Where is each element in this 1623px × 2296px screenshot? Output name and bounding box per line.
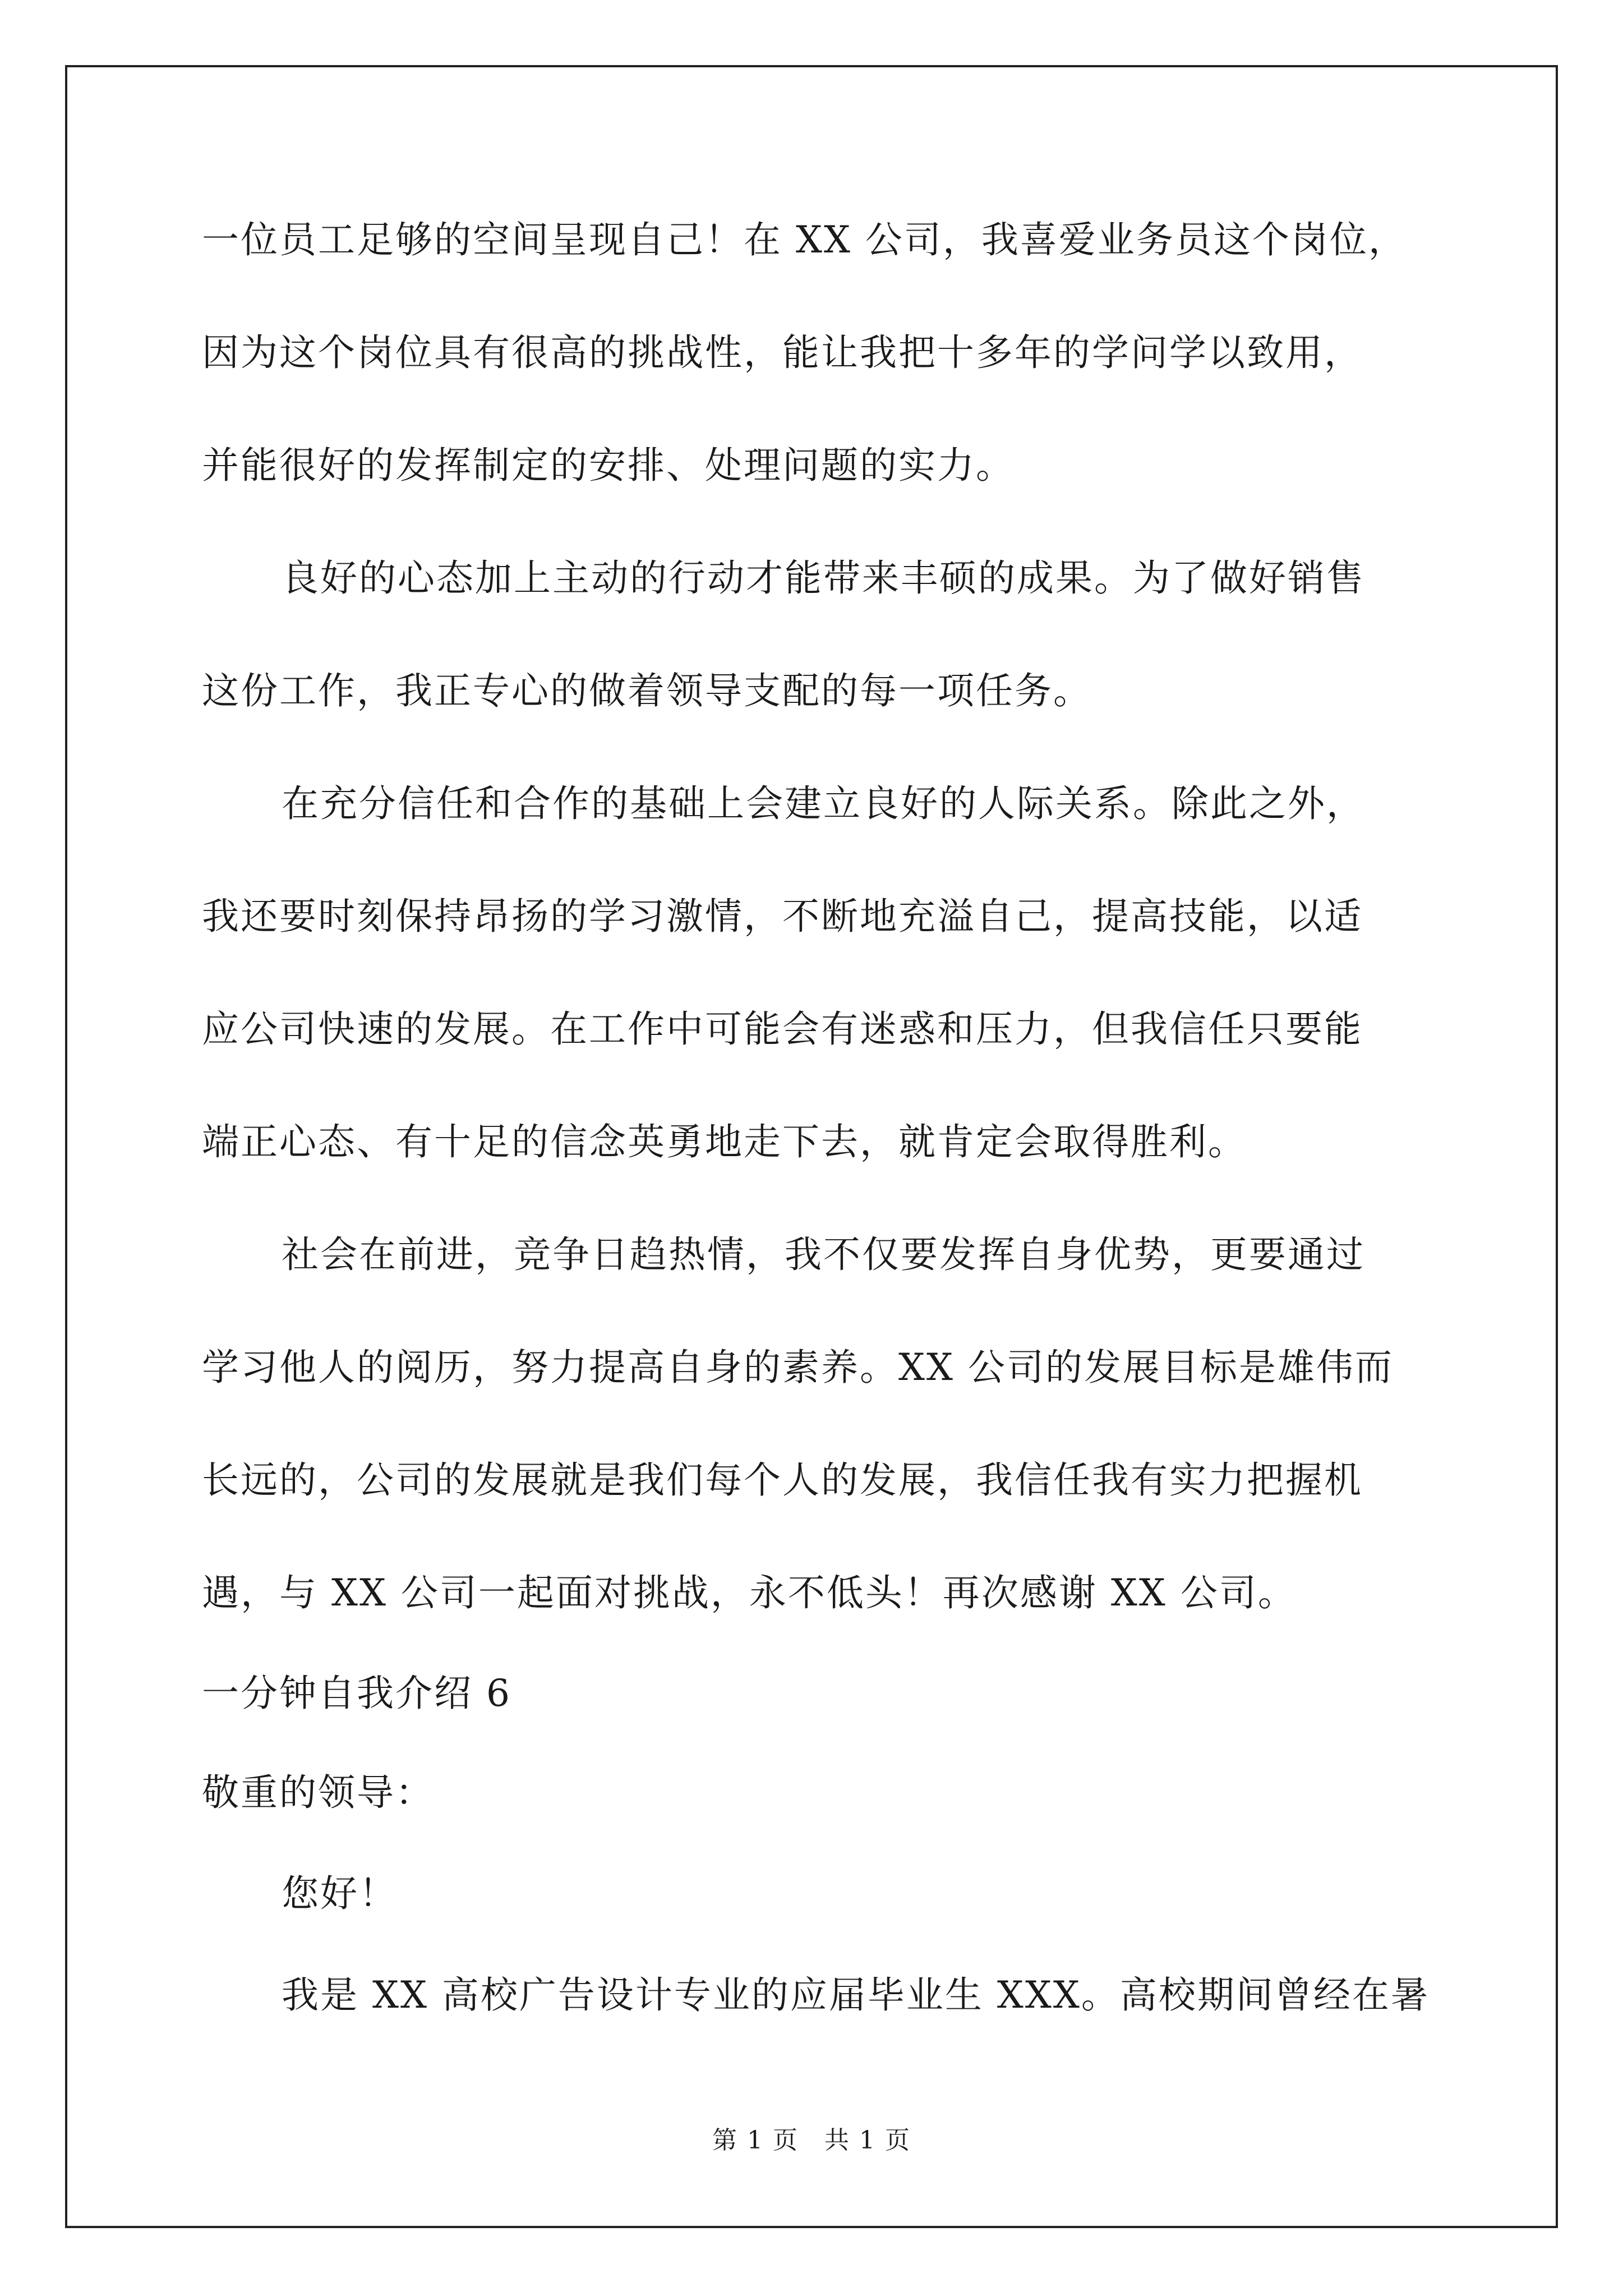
body-line: 学习他人的阅历，努力提高自身的素养。XX 公司的发展目标是雄伟而	[202, 1346, 1394, 1389]
salutation: 敬重的领导：	[202, 1771, 434, 1814]
body-line: 端正心态、有十足的信念英勇地走下去，就肯定会取得胜利。	[202, 1120, 1247, 1163]
paragraph-first-line: 良好的心态加上主动的行动才能带来丰硕的成果。为了做好销售	[282, 556, 1365, 600]
greeting: 您好！	[282, 1872, 398, 1915]
body-line: 因为这个岗位具有很高的挑战性，能让我把十多年的学问学以致用，	[202, 331, 1363, 374]
body-line: 我还要时刻保持昂扬的学习激情，不断地充溢自己，提高技能，以适	[202, 895, 1363, 938]
body-line: 遇，与 XX 公司一起面对挑战，永不低头！再次感谢 XX 公司。	[202, 1571, 1297, 1614]
paragraph-first-line: 社会在前进，竞争日趋热情，我不仅要发挥自身优势，更要通过	[282, 1233, 1365, 1276]
body-line: 应公司快速的发展。在工作中可能会有迷惑和压力，但我信任只要能	[202, 1007, 1363, 1051]
section-heading: 一分钟自我介绍 6	[202, 1672, 511, 1715]
page-footer: 第 1 页 共 1 页	[712, 2126, 911, 2155]
body-line: 长远的，公司的发展就是我们每个人的发展，我信任我有实力把握机	[202, 1458, 1363, 1502]
body-line: 这份工作，我正专心的做着领导支配的每一项任务。	[202, 669, 1092, 712]
body-line: 并能很好的发挥制定的安排、处理问题的实力。	[202, 444, 1015, 487]
paragraph-first-line: 我是 XX 高校广告设计专业的应届毕业生 XXX。高校期间曾经在暑	[282, 1973, 1430, 2017]
paragraph-first-line: 在充分信任和合作的基础上会建立良好的人际关系。除此之外，	[282, 782, 1365, 825]
body-line: 一位员工足够的空间呈现自己！在 XX 公司，我喜爱业务员这个岗位，	[202, 218, 1407, 261]
